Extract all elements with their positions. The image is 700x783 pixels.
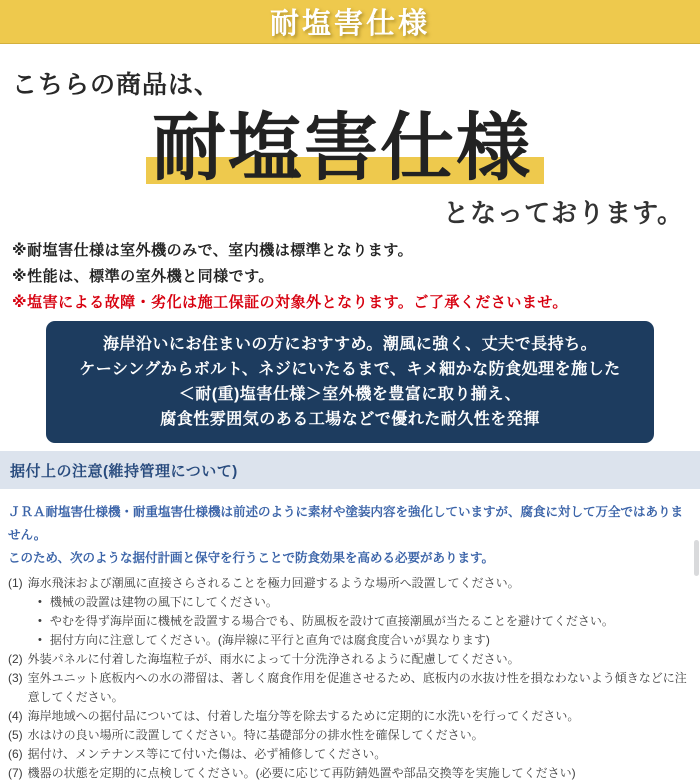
- notes-section: [0, 243, 700, 311]
- list-item: [8, 669, 696, 707]
- note-line: ※耐塩害仕様は室外機のみで、室内機は標準となります。: [12, 241, 414, 259]
- list-item: [8, 574, 696, 593]
- top-banner: [0, 0, 700, 44]
- item-number: (1): [8, 575, 23, 590]
- feature-line: 腐食性雰囲気のある工場などで優れた耐久性を発揮: [160, 410, 540, 428]
- list-item: [8, 745, 696, 764]
- list-subitem: [8, 631, 696, 650]
- caution-intro: [0, 489, 700, 570]
- item-number: (7): [8, 765, 23, 780]
- hero-suffix-text: となっております。: [443, 197, 684, 228]
- subitem-text: 据付方向に注意してください。(海岸線に平行と直角では腐食度合いが異なります): [49, 632, 490, 647]
- list-item: [8, 764, 696, 783]
- feature-line: ケーシングからボルト、ネジにいたるまで、キメ細かな防食処理を施した: [79, 360, 621, 378]
- caution-intro-line: ＪＲＡ耐塩害仕様機・耐重塩害仕様機は前述のように素材や塗装内容を強化していますが、腐食に対して万全ではありません。: [8, 504, 684, 542]
- bullet-icon: •: [38, 633, 42, 646]
- title-highlight-bar: [146, 157, 544, 184]
- subitem-text: 機械の設置は建物の風下にしてください。: [49, 594, 278, 609]
- item-text: 水はけの良い場所に設置してください。特に基礎部分の排水性を確保してください。: [27, 727, 484, 742]
- hero-lead-text: こちらの商品は、: [12, 71, 221, 99]
- feature-line: ＜耐(重)塩害仕様＞室外機を豊富に取り揃え、: [178, 385, 522, 403]
- item-text: 海水飛沫および潮風に直接さらされることを極力回避するような場所へ設置してください。: [27, 575, 520, 590]
- item-text: 室外ユニット底板内への水の滞留は、著しく腐食作用を促進させるため、底板内の水抜け性を損なわないよう傾きなどに注意してください。: [27, 670, 687, 704]
- item-number: (2): [8, 651, 23, 666]
- note-line-warning: ※塩害による故障・劣化は施工保証の対象外となります。ご了承くださいませ。: [12, 293, 568, 311]
- scrollbar-thumb[interactable]: [694, 540, 699, 576]
- item-number: (4): [8, 708, 23, 723]
- hero-title-row: [4, 106, 680, 189]
- feature-line: 海岸沿いにお住まいの方におすすめ。潮風に強く、丈夫で長持ち。: [102, 335, 598, 353]
- item-text: 据付け、メンテナンス等にて付いた傷は、必ず補修してください。: [27, 746, 387, 761]
- caution-intro-line: このため、次のような据付計画と保守を行うことで防食効果を高める必要があります。: [8, 550, 495, 565]
- item-number: (5): [8, 727, 23, 742]
- list-subitem: [8, 612, 696, 631]
- caution-list: [0, 574, 700, 783]
- bullet-icon: •: [38, 595, 42, 608]
- bullet-icon: •: [38, 614, 42, 627]
- caution-heading-band: 据付上の注意(維持管理について): [0, 451, 700, 489]
- item-number: (6): [8, 746, 23, 761]
- item-text: 外装パネルに付着した海塩粒子が、雨水によって十分洗浄されるように配慮してください。: [27, 651, 520, 666]
- list-item: [8, 650, 696, 669]
- item-text: 海岸地域への据付品については、付着した塩分等を除去するために定期的に水洗いを行ってください。: [27, 708, 580, 723]
- note-line: ※性能は、標準の室外機と同様です。: [12, 267, 274, 285]
- feature-box: [46, 321, 654, 443]
- list-subitem: [8, 593, 696, 612]
- list-item: [8, 726, 696, 745]
- subitem-text: やむを得ず海岸面に機械を設置する場合でも、防風板を設けて直接潮風が当たることを避けてください。: [49, 613, 614, 628]
- item-text: 機器の状態を定期的に点検してください。(必要に応じて再防錆処置や部品交換等を実施してください): [27, 765, 576, 780]
- hero-section: [0, 65, 700, 230]
- item-number: (3): [8, 670, 23, 685]
- hero-big-title: 耐塩害仕様: [152, 109, 532, 187]
- list-item: [8, 707, 696, 726]
- page-title: 耐塩害仕様: [269, 8, 430, 40]
